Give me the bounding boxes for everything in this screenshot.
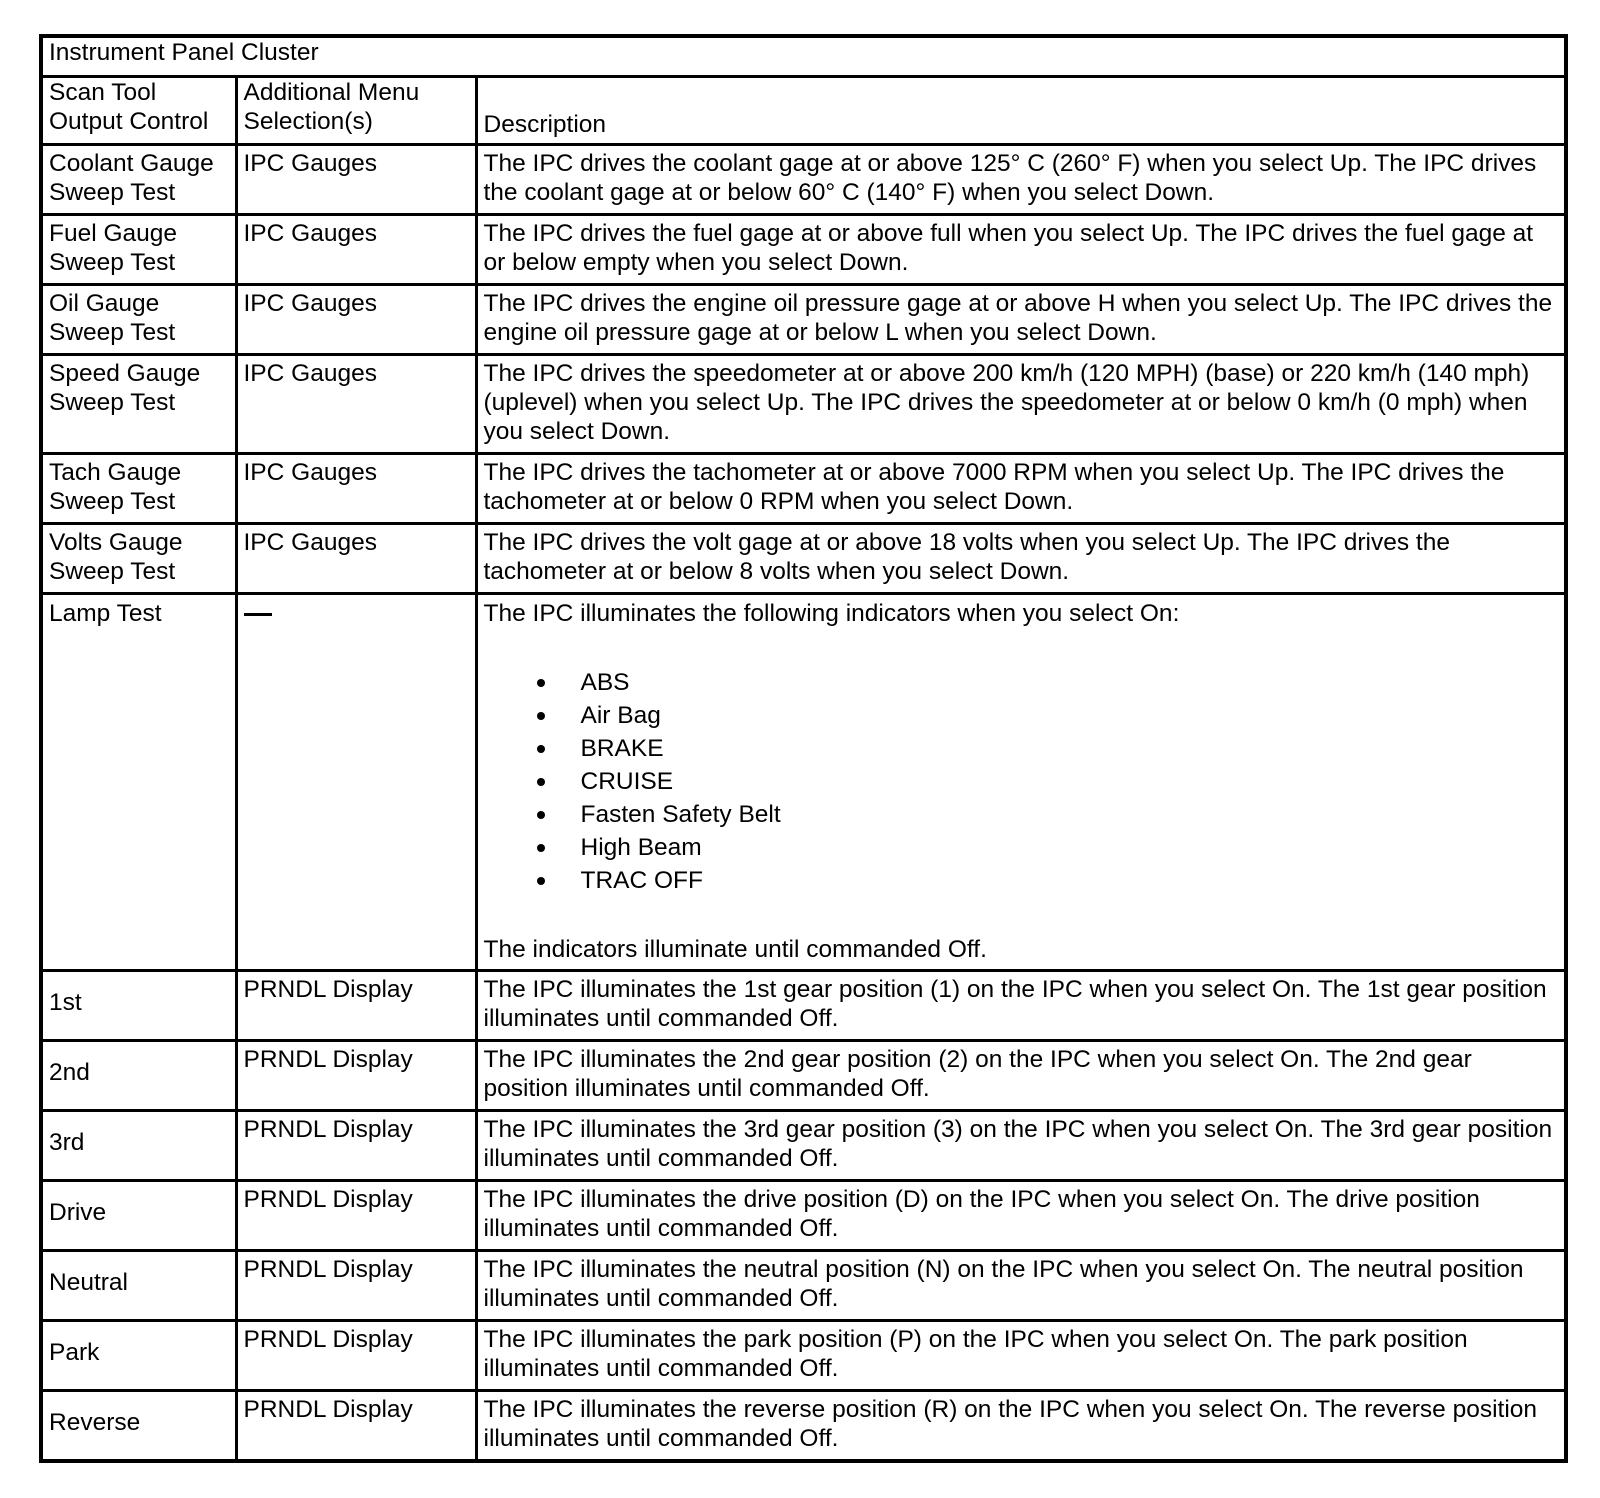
menu-selection-cell: PRNDL Display bbox=[236, 1251, 476, 1321]
output-control-cell bbox=[41, 1391, 236, 1462]
gear-label: Park bbox=[49, 1339, 100, 1366]
menu-selection-cell: IPC Gauges bbox=[236, 285, 476, 355]
output-control-line1: Speed Gauge bbox=[49, 360, 201, 387]
output-control-cell bbox=[41, 215, 236, 285]
list-item: Air Bag bbox=[484, 699, 1559, 732]
table-header-row bbox=[41, 77, 1566, 145]
description-cell: The IPC drives the speedometer at or above 200 km/h (120 MPH) (base) or 220 km/h (140 mph) (uplevel) when you select Up. The IPC drives the speedometer at or below 0 km/h (0 mph) when you select Down. bbox=[476, 355, 1566, 454]
list-item: High Beam bbox=[484, 831, 1559, 864]
ipc-output-control-table bbox=[39, 34, 1568, 1463]
description-cell: The IPC drives the engine oil pressure gage at or above H when you select Up. The IPC drives the engine oil pressure gage at or below L when you select Down. bbox=[476, 285, 1566, 355]
table-row bbox=[41, 1321, 1566, 1391]
lamp-test-outro: The indicators illuminate until commanded Off. bbox=[483, 936, 987, 963]
table-row bbox=[41, 1181, 1566, 1251]
description-cell bbox=[476, 594, 1566, 971]
header-col1-line1: Scan Tool bbox=[49, 79, 157, 106]
menu-selection-cell: IPC Gauges bbox=[236, 145, 476, 215]
table-row bbox=[41, 285, 1566, 355]
gear-label: Neutral bbox=[49, 1269, 128, 1296]
list-item: ABS bbox=[484, 666, 1559, 699]
header-col1-line2: Output Control bbox=[49, 108, 209, 135]
output-control-cell bbox=[41, 285, 236, 355]
header-col2-line1: Additional Menu bbox=[243, 79, 420, 106]
list-item: CRUISE bbox=[484, 765, 1559, 798]
description-cell: The IPC drives the volt gage at or above 18 volts when you select Up. The IPC drives the tachometer at or below 8 volts when you select Down. bbox=[476, 524, 1566, 594]
output-control-cell bbox=[41, 355, 236, 454]
table-row-lamp-test bbox=[41, 594, 1566, 971]
list-item: Fasten Safety Belt bbox=[484, 798, 1559, 831]
menu-selection-cell: PRNDL Display bbox=[236, 971, 476, 1041]
table-row bbox=[41, 215, 1566, 285]
gear-label: Reverse bbox=[49, 1409, 141, 1436]
output-control-line1: Coolant Gauge bbox=[49, 150, 214, 177]
menu-selection-cell: PRNDL Display bbox=[236, 1041, 476, 1111]
output-control-cell bbox=[41, 1251, 236, 1321]
output-control-line1: Oil Gauge bbox=[49, 290, 160, 317]
description-cell: The IPC drives the fuel gage at or above full when you select Up. The IPC drives the fuel gage at or below empty when you select Down. bbox=[476, 215, 1566, 285]
table-row bbox=[41, 1111, 1566, 1181]
output-control-cell bbox=[41, 1111, 236, 1181]
menu-selection-cell: IPC Gauges bbox=[236, 215, 476, 285]
table-row bbox=[41, 454, 1566, 524]
output-control-line1: Tach Gauge bbox=[49, 459, 182, 486]
output-control-cell bbox=[41, 971, 236, 1041]
table-row bbox=[41, 145, 1566, 215]
table-row bbox=[41, 1041, 1566, 1111]
menu-selection-cell: PRNDL Display bbox=[236, 1111, 476, 1181]
header-col2-line2: Selection(s) bbox=[243, 108, 373, 135]
gear-label: 1st bbox=[49, 989, 82, 1016]
table-title: Instrument Panel Cluster bbox=[41, 36, 1566, 77]
header-scan-tool-output-control bbox=[41, 77, 236, 145]
menu-selection-cell: PRNDL Display bbox=[236, 1181, 476, 1251]
table-row bbox=[41, 971, 1566, 1041]
menu-selection-cell bbox=[236, 594, 476, 971]
output-control-cell bbox=[41, 1181, 236, 1251]
output-control-cell bbox=[41, 145, 236, 215]
output-control-line2: Sweep Test bbox=[49, 179, 176, 206]
description-cell: The IPC illuminates the 2nd gear position (2) on the IPC when you select On. The 2nd gear position illuminates until commanded Off. bbox=[476, 1041, 1566, 1111]
description-cell: The IPC illuminates the drive position (D) on the IPC when you select On. The drive position illuminates until commanded Off. bbox=[476, 1181, 1566, 1251]
description-cell: The IPC illuminates the park position (P) on the IPC when you select On. The park position illuminates until commanded Off. bbox=[476, 1321, 1566, 1391]
description-cell: The IPC illuminates the reverse position (R) on the IPC when you select On. The reverse position illuminates until commanded Off. bbox=[476, 1391, 1566, 1462]
description-cell: The IPC illuminates the 1st gear position (1) on the IPC when you select On. The 1st gear position illuminates until commanded Off. bbox=[476, 971, 1566, 1041]
table-row bbox=[41, 524, 1566, 594]
header-additional-menu-selections bbox=[236, 77, 476, 145]
output-control-cell bbox=[41, 454, 236, 524]
gear-label: 2nd bbox=[49, 1059, 90, 1086]
description-cell: The IPC illuminates the 3rd gear position (3) on the IPC when you select On. The 3rd gear position illuminates until commanded Off. bbox=[476, 1111, 1566, 1181]
table-row bbox=[41, 1391, 1566, 1462]
gear-label: Drive bbox=[49, 1199, 107, 1226]
menu-selection-cell: IPC Gauges bbox=[236, 524, 476, 594]
output-control-cell bbox=[41, 1321, 236, 1391]
output-control-line2: Sweep Test bbox=[49, 488, 176, 515]
output-control-line2: Sweep Test bbox=[49, 319, 176, 346]
output-control-line1: Fuel Gauge bbox=[49, 220, 178, 247]
output-control-cell bbox=[41, 524, 236, 594]
header-description: Description bbox=[476, 77, 1566, 145]
output-control-cell bbox=[41, 1041, 236, 1111]
list-item: BRAKE bbox=[484, 732, 1559, 765]
output-control-line2: Sweep Test bbox=[49, 389, 176, 416]
table-title-row bbox=[41, 36, 1566, 77]
indicator-list bbox=[484, 666, 1559, 897]
output-control-cell: Lamp Test bbox=[41, 594, 236, 971]
table-row bbox=[41, 1251, 1566, 1321]
menu-selection-cell: IPC Gauges bbox=[236, 355, 476, 454]
menu-selection-cell: PRNDL Display bbox=[236, 1391, 476, 1462]
lamp-test-intro: The IPC illuminates the following indicators when you select On: bbox=[483, 600, 1180, 627]
table-row bbox=[41, 355, 1566, 454]
description-cell: The IPC illuminates the neutral position (N) on the IPC when you select On. The neutral position illuminates until commanded Off. bbox=[476, 1251, 1566, 1321]
output-control-line2: Sweep Test bbox=[49, 558, 176, 585]
gear-label: 3rd bbox=[49, 1129, 85, 1156]
output-control-line2: Sweep Test bbox=[49, 249, 176, 276]
description-cell: The IPC drives the coolant gage at or above 125° C (260° F) when you select Up. The IPC drives the coolant gage at or below 60° C (140° F) when you select Down. bbox=[476, 145, 1566, 215]
output-control-line1: Volts Gauge bbox=[49, 529, 183, 556]
description-cell: The IPC drives the tachometer at or above 7000 RPM when you select Up. The IPC drives the tachometer at or below 0 RPM when you select Down. bbox=[476, 454, 1566, 524]
list-item: TRAC OFF bbox=[484, 864, 1559, 897]
em-dash bbox=[244, 613, 272, 616]
menu-selection-cell: PRNDL Display bbox=[236, 1321, 476, 1391]
menu-selection-cell: IPC Gauges bbox=[236, 454, 476, 524]
